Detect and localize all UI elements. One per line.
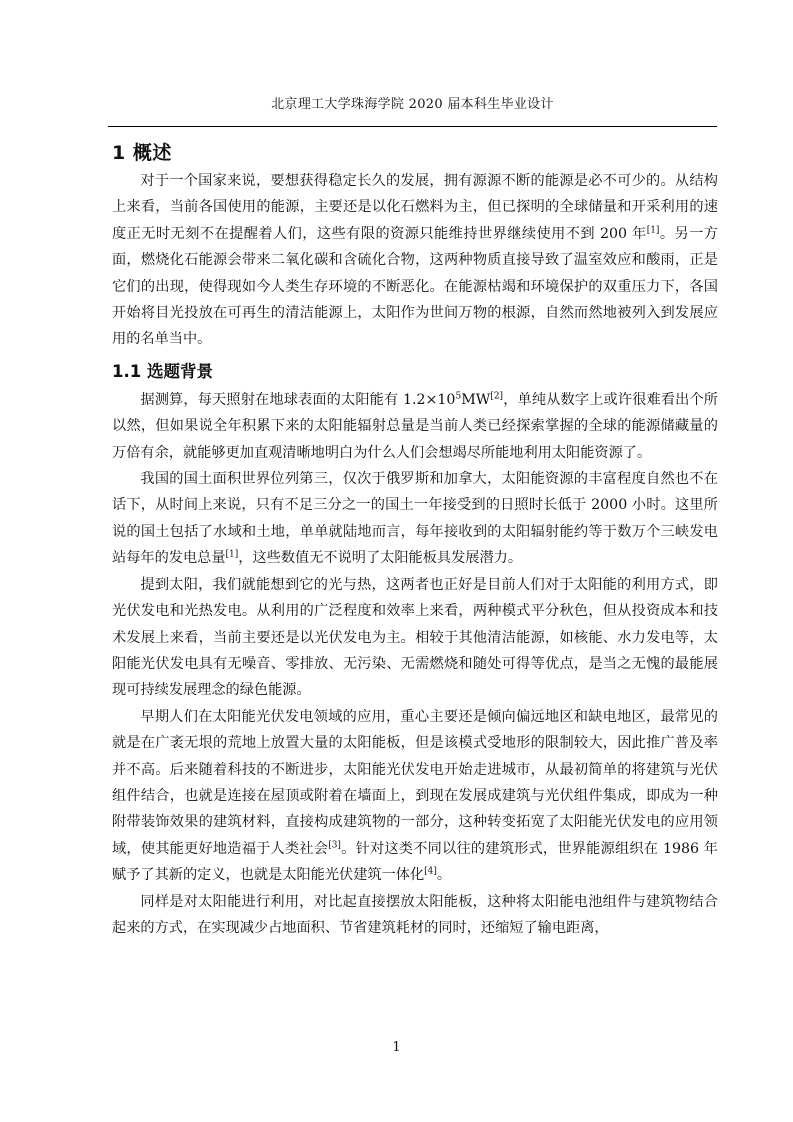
section-heading: 1 概述 xyxy=(112,142,172,164)
citation-1: [1] xyxy=(646,225,660,236)
unit-mw: MW xyxy=(461,391,491,408)
paragraph-5-text-b: 。针对这类不同以往的建筑形式，世界能源组织在 1986 年赋予了其新的定义，也就是太阳能光伏建筑一体化 xyxy=(112,840,718,884)
paragraph-1-text-b: 。另一方面，燃烧化石能源会带来二氧化碳和含硫化合物，这两种物质直接导致了温室效应和酸雨，正是它们的出现，使得现如今人类生存环境的不断恶化。在能源枯竭和环境保护的双重压力下，各国开始将目光投放在可再生的清洁能源上，太阳作为世间万物的根源，自然而然地被列入到发展应用的名单当中。 xyxy=(112,225,718,348)
paragraph-2-text-a: 据测算，每天照射在地球表面的太阳能有 1.2×10 xyxy=(140,391,456,408)
subsection-heading: 1.1 选题背景 xyxy=(112,361,213,381)
citation-4: [3] xyxy=(328,840,341,851)
exponent: 5 xyxy=(455,391,462,402)
paragraph-1 xyxy=(112,168,718,353)
paragraph-5-text-c: 。 xyxy=(436,867,452,884)
paragraph-5-text-a: 早期人们在太阳能光伏发电领域的应用，重心主要还是倾向偏远地区和缺电地区，最常见的就是在广袤无垠的荒地上放置大量的太阳能板，但是该模式受地形的限制较大，因此推广普及率并不高。后来随着科技的不断进步，太阳能光伏发电开始走进城市，从最初简单的将建筑与光伏组件结合，也就是连接在屋顶或附着在墙面上，到现在发展成建筑与光伏组件集成，即成为一种附带装饰效果的建筑材料，直接构成建筑物的一部分，这种转变拓宽了太阳能光伏发电的应用领域，使其能更好地造福于人类社会 xyxy=(112,708,718,857)
paragraph-2 xyxy=(112,387,718,466)
paragraph-6: 同样是对太阳能进行利用，对比起直接摆放太阳能板，这种将太阳能电池组件与建筑物结合起来的方式，在实现减少占地面积、节省建筑耗材的同时，还缩短了输电距离， xyxy=(112,893,718,936)
paragraph-3-text-b: ，这些数值无不说明了太阳能板具发展潜力。 xyxy=(238,550,523,567)
page-number: 1 xyxy=(392,1040,401,1055)
page-header: 北京理工大学珠海学院 2020 届本科生毕业设计 xyxy=(271,97,554,112)
paragraph-4: 提到太阳，我们就能想到它的光与热，这两者也正好是目前人们对于太阳能的利用方式，即光伏发电和光热发电。从利用的广泛程度和效率上来看，两种模式平分秋色，但从投资成本和技术发展上来看，当前主要还是以光伏发电为主。相较于其他清洁能源，如核能、水力发电等，太阳能光伏发电具有无噪音、零排放、无污染、无需燃烧和随处可得等优点，是当之无愧的最能展现可持续发展理念的绿色能源。 xyxy=(112,576,718,699)
paragraph-2-text-b: ，单纯从数字上或许很难看出个所以然，但如果说全年积累下来的太阳能辐射总量是当前人类已经探索掌握的全球的能源储藏量的万倍有余，就能够更加直观清晰地明白为什么人们会想竭尽所能地利用太阳能资源了。 xyxy=(112,391,718,461)
paragraph-3 xyxy=(112,466,718,572)
page-body xyxy=(112,138,718,941)
citation-5: [4] xyxy=(424,866,437,877)
paragraph-5 xyxy=(112,704,718,889)
paragraph-3-text-a: 我国的国土面积世界位列第三，仅次于俄罗斯和加拿大，太阳能资源的丰富程度自然也不在话下，从时间上来说，只有不足三分之一的国土一年接受到的日照时长低于 2000 小时。这里所说的国土包括了水域和土地，单单就陆地而言，每年接收到的太阳辐射能约等于数万个三峡发电站每年的发电总量 xyxy=(112,471,718,567)
paragraph-1-text-a: 对于一个国家来说，要想获得稳定长久的发展，拥有源源不断的能源是必不可少的。从结构上来看，当前各国使用的能源，主要还是以化石燃料为主，但已探明的全球储量和开采利用的速度正无时无刻不在提醒着人们，这些有限的资源只能维持世界继续使用不到 200 年 xyxy=(112,173,718,242)
citation-2: [2] xyxy=(490,391,504,402)
header-rule xyxy=(108,126,717,127)
citation-3: [1] xyxy=(225,549,239,560)
